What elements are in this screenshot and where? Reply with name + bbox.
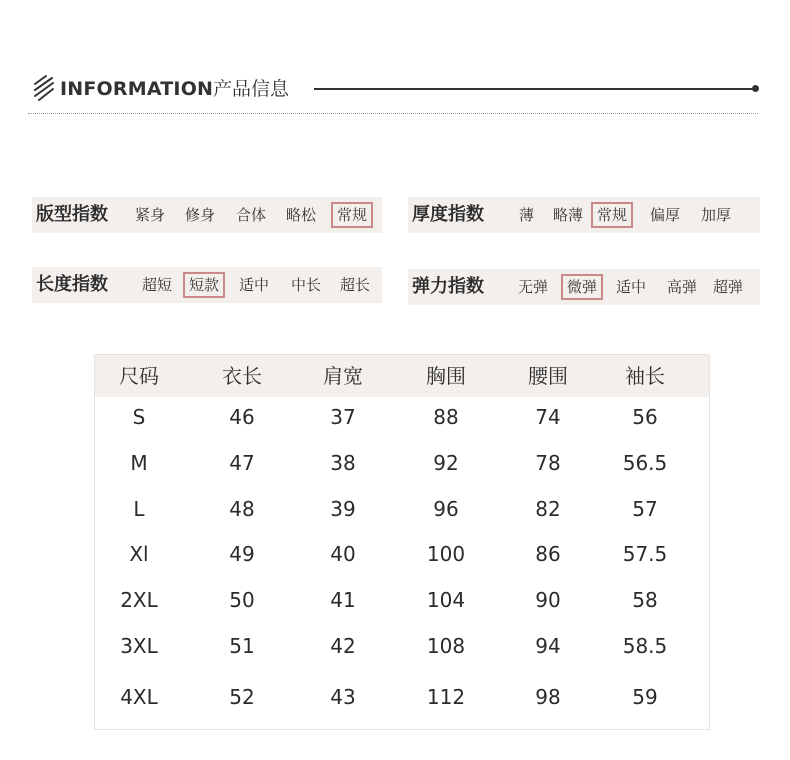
table-header-cell: 衣长 bbox=[222, 364, 262, 388]
table-header-cell: 尺码 bbox=[119, 364, 159, 388]
size-chart-table bbox=[94, 354, 710, 730]
table-cell: 88 bbox=[433, 405, 459, 429]
table-cell: 82 bbox=[535, 497, 561, 521]
attribute-option: 加厚 bbox=[701, 206, 732, 224]
attribute-label: 弹力指数 bbox=[412, 276, 484, 297]
table-cell: 50 bbox=[229, 588, 255, 612]
table-cell: 38 bbox=[330, 451, 356, 475]
attribute-option: 紧身 bbox=[135, 206, 166, 224]
table-cell: 74 bbox=[535, 405, 561, 429]
attribute-label: 长度指数 bbox=[36, 274, 108, 295]
table-cell: 86 bbox=[535, 542, 561, 566]
table-row bbox=[95, 538, 709, 570]
table-header-cell: 袖长 bbox=[625, 364, 665, 388]
attribute-option: 适中 bbox=[239, 276, 270, 294]
table-cell: 41 bbox=[330, 588, 356, 612]
header-divider-line bbox=[314, 88, 756, 90]
table-cell: 96 bbox=[433, 497, 459, 521]
attribute-label: 厚度指数 bbox=[412, 204, 484, 225]
table-cell: 112 bbox=[426, 685, 466, 709]
attribute-option: 中长 bbox=[291, 276, 322, 294]
attribute-option: 高弹 bbox=[667, 278, 698, 296]
table-cell: 39 bbox=[330, 497, 356, 521]
table-cell: 4XL bbox=[120, 685, 158, 709]
attribute-option: 超弹 bbox=[713, 278, 744, 296]
attribute-option-selected: 常规 bbox=[331, 202, 373, 228]
table-cell: S bbox=[132, 405, 146, 429]
table-cell: 56 bbox=[632, 405, 658, 429]
table-row bbox=[95, 493, 709, 525]
table-cell: 57 bbox=[632, 497, 658, 521]
table-cell: Xl bbox=[129, 542, 149, 566]
header-divider-dot bbox=[752, 85, 759, 92]
table-cell: 49 bbox=[229, 542, 255, 566]
attribute-option: 略薄 bbox=[553, 206, 584, 224]
attribute-option: 超长 bbox=[340, 276, 371, 294]
table-cell: 78 bbox=[535, 451, 561, 475]
table-cell: 57.5 bbox=[622, 542, 668, 566]
table-header-cell: 胸围 bbox=[426, 364, 466, 388]
table-cell: 90 bbox=[535, 588, 561, 612]
attribute-label: 版型指数 bbox=[36, 204, 108, 225]
table-row bbox=[95, 584, 709, 616]
table-cell: M bbox=[130, 451, 148, 475]
table-cell: 46 bbox=[229, 405, 255, 429]
table-cell: 59 bbox=[632, 685, 658, 709]
table-cell: 92 bbox=[433, 451, 459, 475]
table-cell: 40 bbox=[330, 542, 356, 566]
table-cell: 42 bbox=[330, 634, 356, 658]
table-cell: 108 bbox=[426, 634, 466, 658]
table-row bbox=[95, 401, 709, 433]
table-cell: 51 bbox=[229, 634, 255, 658]
diagonal-stripes-icon bbox=[32, 74, 56, 102]
attribute-option-selected: 微弹 bbox=[561, 274, 603, 300]
table-row bbox=[95, 681, 709, 713]
section-title-en: INFORMATION bbox=[60, 78, 214, 100]
section-title-cn: 产品信息 bbox=[213, 78, 290, 100]
table-cell: 58 bbox=[632, 588, 658, 612]
table-cell: L bbox=[133, 497, 145, 521]
attribute-panel bbox=[408, 197, 760, 233]
table-row bbox=[95, 447, 709, 479]
table-cell: 3XL bbox=[120, 634, 158, 658]
attribute-option: 略松 bbox=[286, 206, 317, 224]
table-header-cell: 腰围 bbox=[528, 364, 568, 388]
table-row bbox=[95, 630, 709, 662]
table-cell: 52 bbox=[229, 685, 255, 709]
attribute-option: 无弹 bbox=[518, 278, 549, 296]
table-cell: 43 bbox=[330, 685, 356, 709]
table-cell: 56.5 bbox=[622, 451, 668, 475]
table-cell: 2XL bbox=[120, 588, 158, 612]
section-header bbox=[32, 72, 762, 106]
table-cell: 104 bbox=[426, 588, 466, 612]
table-cell: 98 bbox=[535, 685, 561, 709]
attribute-option: 合体 bbox=[236, 206, 267, 224]
table-cell: 48 bbox=[229, 497, 255, 521]
attribute-option-selected: 常规 bbox=[591, 202, 633, 228]
attribute-option: 适中 bbox=[616, 278, 647, 296]
attribute-panel bbox=[408, 269, 760, 305]
table-cell: 37 bbox=[330, 405, 356, 429]
table-header-cell: 肩宽 bbox=[323, 364, 363, 388]
attribute-panel bbox=[32, 267, 382, 303]
table-cell: 100 bbox=[426, 542, 466, 566]
attribute-option: 薄 bbox=[519, 206, 535, 224]
table-cell: 94 bbox=[535, 634, 561, 658]
attribute-option-selected: 短款 bbox=[183, 272, 225, 298]
table-cell: 47 bbox=[229, 451, 255, 475]
attribute-option: 修身 bbox=[185, 206, 216, 224]
table-cell: 58.5 bbox=[622, 634, 668, 658]
attribute-panel bbox=[32, 197, 382, 233]
attribute-option: 超短 bbox=[142, 276, 173, 294]
attribute-option: 偏厚 bbox=[650, 206, 681, 224]
dotted-divider bbox=[28, 113, 758, 114]
